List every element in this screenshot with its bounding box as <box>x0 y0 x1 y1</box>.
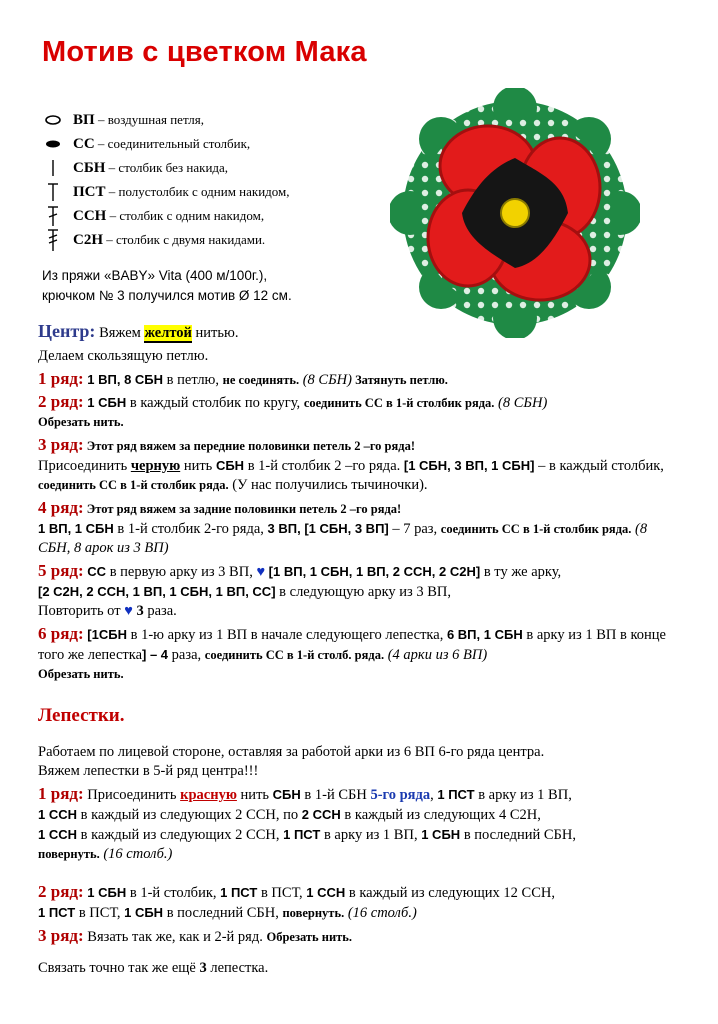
text-segment: в следующую арку из 3 ВП, <box>275 584 452 600</box>
text-segment: [1 ВП, 1 СБН, 1 ВП, 2 ССН, 2 С2Н] <box>265 564 481 579</box>
center-intro-highlight: желтой <box>144 325 192 341</box>
text-segment: повернуть. <box>282 906 345 920</box>
stitch-legend <box>42 108 372 252</box>
text-segment: (16 столб.) <box>99 846 173 862</box>
slip-loop-text: Делаем скользящую петлю. <box>38 348 209 364</box>
center-row-1 <box>38 369 678 390</box>
legend-abbr: СС <box>73 136 95 152</box>
text-segment: 1 ССН <box>38 827 78 842</box>
text-segment: 3 ВП, [1 СБН, 3 ВП] <box>267 521 389 536</box>
legend-row-tr <box>42 228 372 252</box>
text-segment: раза, <box>168 647 205 663</box>
text-segment: 1 СБН <box>124 905 164 920</box>
legend-abbr: ССН <box>73 208 107 224</box>
legend-desc: – столбик с одним накидом, <box>106 208 265 223</box>
text-segment: СБН <box>272 787 301 802</box>
text-segment: Связать точно так же ещё <box>38 960 200 976</box>
legend-abbr: ВП <box>73 112 95 128</box>
text-segment: 1 ряд: <box>38 784 84 803</box>
center-row-5 <box>38 561 678 621</box>
text-segment: соединить СС в 1-й столбик ряда. <box>440 522 632 536</box>
text-segment: 6 ВП, 1 СБН <box>446 627 523 642</box>
text-segment: в ПСТ, <box>75 905 125 921</box>
text-segment: в 1-й СБН <box>300 787 371 803</box>
text-segment: 1 ВП, 8 СБН <box>83 372 164 387</box>
text-segment: Повторить от <box>38 603 125 619</box>
text-segment: соединить СС в 1-й столбик ряда. <box>38 478 229 492</box>
text-segment: (8 СБН, 8 арок из 3 ВП) <box>38 521 648 556</box>
text-segment: [1 СБН, 3 ВП, 1 СБН] <box>403 458 535 473</box>
page-title: Мотив с цветком Мака <box>42 36 367 68</box>
petals-row-3 <box>38 926 678 947</box>
text-segment: Затянуть петлю. <box>351 373 448 387</box>
legend-row-sc <box>42 156 372 180</box>
text-segment: ] – 4 <box>142 647 169 662</box>
petals-intro-2: Вяжем лепестки в 5-й ряд центра!!! <box>38 763 259 779</box>
text-segment: Присоединить <box>83 787 181 803</box>
text-segment: 3 ряд: <box>38 435 84 454</box>
text-segment: в ту же арку, <box>480 564 562 580</box>
text-segment: черную <box>130 458 181 474</box>
final-note <box>38 959 678 978</box>
text-segment: – 7 раз, <box>388 521 441 537</box>
text-segment: 2 ряд: <box>38 392 84 411</box>
legend-desc: – столбик с двумя накидами. <box>103 232 266 247</box>
text-segment: СС <box>83 564 107 579</box>
text-segment: (8 СБН) <box>494 395 548 411</box>
legend-row-hdc <box>42 180 372 204</box>
yarn-line-1: Из пряжи «BABY» Vita (400 м/100г.), <box>42 268 268 283</box>
text-segment: 6 ряд: <box>38 624 84 643</box>
text-segment: (4 арки из 6 ВП) <box>384 647 488 663</box>
legend-desc: – полустолбик с одним накидом, <box>105 184 290 199</box>
single-crochet-icon <box>42 156 66 180</box>
double-crochet-icon <box>42 204 66 228</box>
text-segment: в арку из 1 ВП в конце того же лепестка <box>38 627 666 663</box>
text-segment: соединить СС в 1-й столб. ряда. <box>204 648 385 662</box>
text-segment: в каждый из следующих 4 С2Н, <box>340 807 541 823</box>
center-intro-a: Вяжем <box>95 325 145 341</box>
text-segment: нить <box>180 458 216 474</box>
text-segment: 1 ПСТ <box>38 905 76 920</box>
half-double-crochet-icon <box>42 180 66 204</box>
petals-heading: Лепестки. <box>38 705 125 726</box>
text-segment: (8 СБН) <box>299 372 352 388</box>
text-segment: красную <box>180 787 237 803</box>
text-segment: в 1-й столбик, <box>126 885 221 901</box>
text-segment: Этот ряд вяжем за задние половинки петель 2 –го ряда! <box>83 502 402 516</box>
center-row-2 <box>38 392 678 432</box>
text-segment: в каждый из следующих 2 ССН, по <box>77 807 302 823</box>
text-segment: 1 ССН <box>38 807 78 822</box>
text-segment: 4 ряд: <box>38 498 84 517</box>
text-segment: в каждый из следующих 12 ССН, <box>345 885 555 901</box>
text-segment: в первую арку из 3 ВП, <box>106 564 257 580</box>
legend-abbr: СБН <box>73 160 106 176</box>
slip-stitch-icon <box>42 132 66 156</box>
text-segment: Обрезать нить. <box>38 667 124 681</box>
text-segment: 1 ПСТ <box>220 885 258 900</box>
text-segment: в последний СБН, <box>460 827 576 843</box>
text-segment: в 1-й столбик 2-го ряда, <box>113 521 268 537</box>
text-segment: в последний СБН, <box>163 905 283 921</box>
text-segment: 3 ряд: <box>38 926 84 945</box>
center-row-3 <box>38 435 678 495</box>
yarn-line-2: крючком № 3 получился мотив Ø 12 см. <box>42 288 292 303</box>
center-row-4 <box>38 498 678 558</box>
text-segment: 1 СБН <box>83 395 127 410</box>
text-segment: 1 ССН <box>306 885 346 900</box>
text-segment: соединить СС в 1-й столбик ряда. <box>303 396 495 410</box>
text-segment: в арку из 1 ВП, <box>474 787 572 803</box>
text-segment: в ПСТ, <box>257 885 307 901</box>
yarn-info <box>42 266 292 306</box>
text-segment: 1 СБН <box>421 827 461 842</box>
text-segment: в каждый из следующих 2 ССН, <box>77 827 284 843</box>
text-segment: Присоединить <box>38 458 131 474</box>
text-segment: (16 столб.) <box>344 905 417 921</box>
text-segment: Обрезать нить. <box>266 930 353 944</box>
text-segment: лепестка. <box>206 960 269 976</box>
text-segment: в петлю, <box>163 372 223 388</box>
text-segment: 2 ССН <box>301 807 341 822</box>
text-segment: [2 С2Н, 2 ССН, 1 ВП, 1 СБН, 1 ВП, СС] <box>38 584 276 599</box>
text-segment: 3 <box>132 603 144 619</box>
center-section <box>38 322 678 684</box>
legend-row-chain <box>42 108 372 132</box>
text-segment: 1 ПСТ <box>437 787 475 802</box>
text-segment: 5-го ряда <box>370 787 431 803</box>
legend-abbr: ПСТ <box>73 184 106 200</box>
text-segment: 1 ПСТ <box>283 827 321 842</box>
text-segment: в арку из 1 ВП, <box>320 827 422 843</box>
legend-row-slip <box>42 132 372 156</box>
yellow-center <box>501 199 529 227</box>
legend-desc: – столбик без накида, <box>105 160 229 175</box>
petals-row-1 <box>38 784 678 864</box>
treble-crochet-icon <box>42 228 66 252</box>
text-segment: 3 <box>199 960 207 976</box>
text-segment: СБН <box>215 458 245 473</box>
center-intro-b: нитью. <box>191 325 239 341</box>
poppy-motif-photo <box>390 88 640 338</box>
text-segment: в 1-й столбик 2 –го ряда. <box>244 458 404 474</box>
text-segment: повернуть. <box>38 847 100 861</box>
petals-section <box>38 706 678 978</box>
text-segment: раза. <box>143 603 177 619</box>
legend-row-dc <box>42 204 372 228</box>
text-segment: не соединять. <box>222 373 300 387</box>
text-segment: [1СБН <box>83 627 127 642</box>
center-heading: Центр: <box>38 321 96 341</box>
text-segment: 5 ряд: <box>38 561 84 580</box>
chain-stitch-icon <box>42 108 66 132</box>
text-segment: Обрезать нить. <box>38 415 124 429</box>
text-segment: в 1-ю арку из 1 ВП в начале следующего лепестка, <box>126 627 447 643</box>
legend-desc: – соединительный столбик, <box>94 136 251 151</box>
text-segment: в каждый столбик по кругу, <box>126 395 304 411</box>
heart-icon: ♥ <box>124 603 133 619</box>
text-segment: (У нас получились тычиночки). <box>228 477 428 493</box>
text-segment: , <box>430 787 438 803</box>
petals-intro-1: Работаем по лицевой стороне, оставляя за работой арки из 6 ВП 6-го ряда центра. <box>38 744 545 760</box>
text-segment: 1 ряд: <box>38 369 84 388</box>
text-segment: 1 ВП, 1 СБН <box>38 521 114 536</box>
text-segment: 2 ряд: <box>38 882 84 901</box>
text-segment: нить <box>236 787 273 803</box>
text-segment: Вязать так же, как и 2-й ряд. <box>83 929 267 945</box>
legend-desc: – воздушная петля, <box>94 112 205 127</box>
legend-abbr: С2Н <box>73 232 103 248</box>
text-segment: 1 СБН <box>83 885 127 900</box>
text-segment: Этот ряд вяжем за передние половинки петель 2 –го ряда! <box>83 439 416 453</box>
center-row-6 <box>38 624 678 684</box>
text-segment: – в каждый столбик, <box>534 458 664 474</box>
heart-icon: ♥ <box>256 564 266 580</box>
petals-row-2 <box>38 882 678 923</box>
